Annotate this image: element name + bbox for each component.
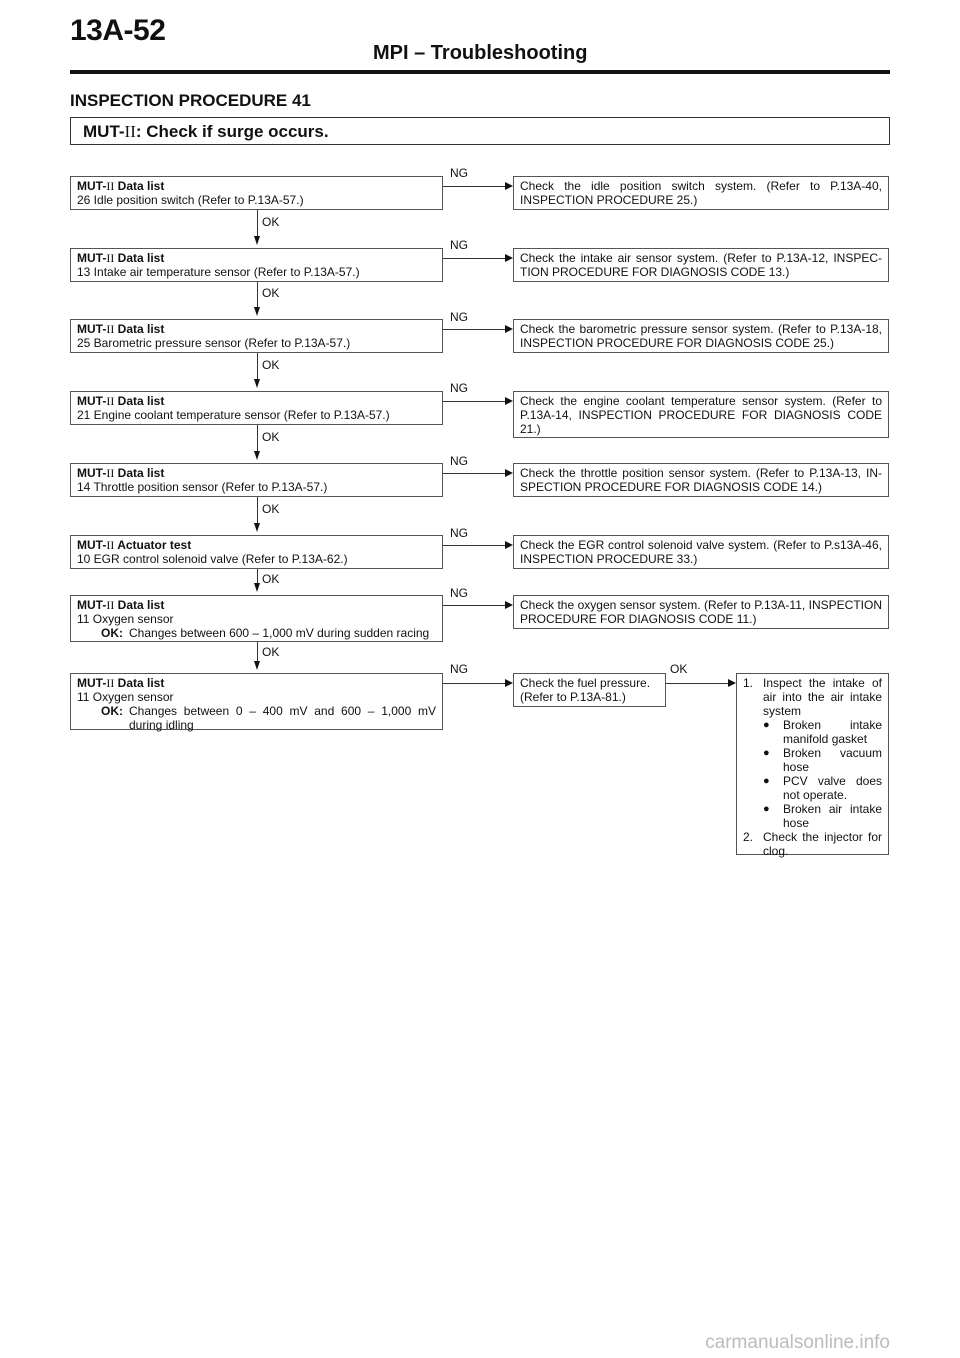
- ng-label: NG: [450, 662, 468, 676]
- arrow-down-icon: [254, 236, 260, 245]
- section-title: MPI – Troubleshooting: [373, 42, 588, 64]
- step-5-box: [70, 463, 443, 497]
- step-5-ng-action: Check the throttle position sensor system. (Refer to P.13A-13, IN- SPECTION PROCEDURE FOR DIAGNOSIS CODE 14.): [513, 463, 889, 497]
- step-line: 26 Idle position switch (Refer to P.13A-57.): [77, 193, 304, 207]
- arrow-right-icon: [728, 679, 736, 687]
- step-1-box: [70, 176, 443, 210]
- bullet-icon: ●: [763, 719, 770, 731]
- ok-label: OK: [262, 358, 280, 372]
- arrow-down-icon: [254, 583, 260, 592]
- ok-label: OK: [262, 430, 280, 444]
- step-2-ng-action: Check the intake air sensor system. (Refer to P.13A-12, INSPEC- TION PROCEDURE FOR DIAGNOSIS CODE 13.): [513, 248, 889, 282]
- ng-connector: [443, 258, 505, 259]
- step-8-box: [70, 673, 443, 730]
- arrow-down-icon: [254, 523, 260, 532]
- arrow-right-icon: [505, 182, 513, 190]
- step-title: MUT-II Data list: [77, 322, 165, 336]
- ng-connector: [443, 683, 505, 684]
- ng-label: NG: [450, 526, 468, 540]
- final-action-box: [736, 673, 889, 858]
- ng-connector: [443, 186, 505, 187]
- final-bullet: ● PCV valve does not operate.: [763, 774, 882, 802]
- ng-label: NG: [450, 381, 468, 395]
- arrow-down-icon: [254, 307, 260, 316]
- ng-label: NG: [450, 586, 468, 600]
- arrow-right-icon: [505, 679, 513, 687]
- step-line: 25 Barometric pressure sensor (Refer to P.13A-57.): [77, 336, 351, 350]
- ng-label: NG: [450, 166, 468, 180]
- step-title: MUT-II Data list: [77, 179, 165, 193]
- ok-label: OK: [262, 572, 280, 586]
- arrow-down-icon: [254, 661, 260, 670]
- step-1-ng-action: Check the idle position switch system. (Refer to P.13A-40, INSPECTION PROCEDURE 25.): [513, 176, 889, 210]
- step-4-ng-action: Check the engine coolant temperature sensor system. (Refer to P.13A-14, INSPECTION PROCEDURE FOR DIAGNOSIS CODE 21.): [513, 391, 889, 438]
- procedure-check-text: : Check if surge occurs.: [135, 122, 329, 141]
- ok-condition: OK: Changes between 600 – 1,000 mV during sudden racing: [101, 626, 430, 640]
- procedure-title: INSPECTION PROCEDURE 41: [70, 91, 311, 110]
- mut-prefix: MUT-: [83, 122, 125, 141]
- final-bullet: ● Broken intake manifold gasket: [763, 718, 882, 746]
- ng-connector: [443, 473, 505, 474]
- step-title: MUT-II Actuator test: [77, 538, 192, 552]
- step-3-box: [70, 319, 443, 353]
- final-item-2: 2. Check the injector for clog.: [743, 830, 882, 858]
- step-line: 10 EGR control solenoid valve (Refer to P.13A-62.): [77, 552, 348, 566]
- ok-connector: [666, 683, 728, 684]
- ok-label: OK: [262, 645, 280, 659]
- ok-label: OK: [262, 286, 280, 300]
- step-4-box: [70, 391, 443, 425]
- ok-label: OK: [262, 215, 280, 229]
- arrow-right-icon: [505, 469, 513, 477]
- arrow-down-icon: [254, 451, 260, 460]
- step-line: 13 Intake air temperature sensor (Refer to P.13A-57.): [77, 265, 360, 279]
- step-8-ng-action: Check the fuel pressure. (Refer to P.13A-81.): [513, 673, 666, 707]
- arrow-right-icon: [505, 541, 513, 549]
- step-line: 14 Throttle position sensor (Refer to P.13A-57.): [77, 480, 328, 494]
- step-2-box: [70, 248, 443, 282]
- bullet-icon: ●: [763, 747, 770, 759]
- arrow-right-icon: [505, 397, 513, 405]
- step-title: MUT-II Data list: [77, 466, 165, 480]
- arrow-right-icon: [505, 325, 513, 333]
- step-3-ng-action: Check the barometric pressure sensor system. (Refer to P.13A-18, INSPECTION PROCEDURE FOR DIAGNOSIS CODE 25.): [513, 319, 889, 353]
- step-title: MUT-II Data list: [77, 251, 165, 265]
- step-6-ng-action: Check the EGR control solenoid valve system. (Refer to P.s13A-46, INSPECTION PROCEDURE 33.): [513, 535, 889, 569]
- step-title: MUT-II Data list: [77, 676, 165, 690]
- step-line: 11 Oxygen sensor: [77, 612, 174, 626]
- ng-connector: [443, 605, 505, 606]
- step-7-ng-action: Check the oxygen sensor system. (Refer to P.13A-11, INSPECTION PROCEDURE FOR DIAGNOSIS CODE 11.): [513, 595, 889, 629]
- bullet-icon: ●: [763, 803, 770, 815]
- step-title: MUT-II Data list: [77, 598, 165, 612]
- final-item-1: 1. Inspect the intake of air into the air intake system: [743, 676, 882, 718]
- final-bullet: ● Broken vacuum hose: [763, 746, 882, 774]
- bullet-icon: ●: [763, 775, 770, 787]
- arrow-down-icon: [254, 379, 260, 388]
- ok-condition: OK: Changes between 0 – 400 mV and 600 – 1,000 mV during idling: [101, 704, 436, 732]
- step-line: 21 Engine coolant temperature sensor (Refer to P.13A-57.): [77, 408, 390, 422]
- mut-roman: II: [124, 122, 136, 141]
- step-7-box: [70, 595, 443, 642]
- arrow-right-icon: [505, 601, 513, 609]
- page-number: 13A-52: [70, 14, 166, 47]
- arrow-right-icon: [505, 254, 513, 262]
- header-rule: [70, 70, 890, 74]
- ng-connector: [443, 329, 505, 330]
- ok-label: OK: [670, 662, 688, 676]
- ng-label: NG: [450, 310, 468, 324]
- ng-label: NG: [450, 454, 468, 468]
- procedure-check-box: [70, 117, 890, 145]
- final-bullet: ● Broken air intake hose: [763, 802, 882, 830]
- step-6-box: [70, 535, 443, 569]
- ok-label: OK: [262, 502, 280, 516]
- ng-label: NG: [450, 238, 468, 252]
- watermark: carmanualsonline.info: [705, 1332, 890, 1353]
- step-line: 11 Oxygen sensor: [77, 690, 174, 704]
- step-title: MUT-II Data list: [77, 394, 165, 408]
- ng-connector: [443, 545, 505, 546]
- ng-connector: [443, 401, 505, 402]
